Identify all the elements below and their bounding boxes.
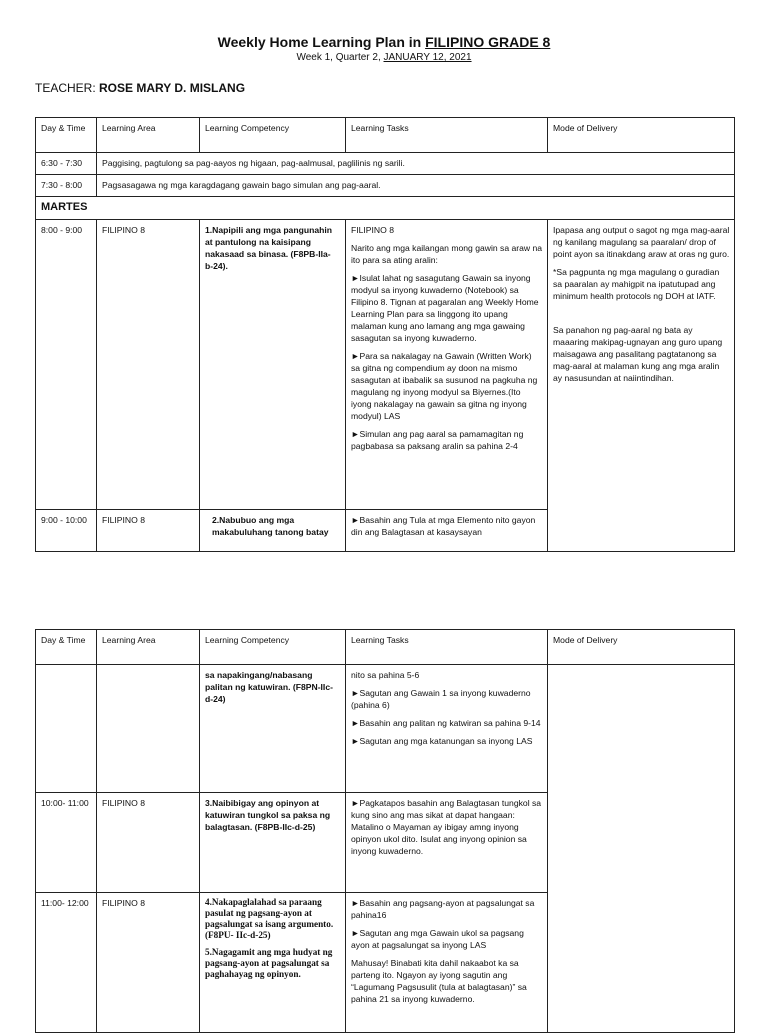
time-cell: 7:30 - 8:00 — [36, 175, 97, 197]
plan-table-2 — [35, 629, 735, 1033]
tasks-cell: ►Basahin ang Tula at mga Elemento nito gayon din ang Balagtasan at kasaysayan — [346, 510, 548, 552]
delivery-text: *Sa pagpunta ng mga magulang o guradian sa paaralan ay mahigpit na ipatutupad ang minimum health protocols ng DOH at IATF. — [553, 267, 720, 301]
day-row — [36, 197, 735, 220]
subtitle-prefix: Week 1, Quarter 2, — [296, 52, 384, 63]
task-text: ►Simulan ang pag aaral sa pamamagitan ng pagbabasa sa paksang aralin sa pahina 2-4 — [351, 429, 524, 451]
task-text: Narito ang mga kailangan mong gawin sa araw na ito para sa ating aralin: — [351, 243, 543, 265]
competency-cell — [200, 893, 346, 1033]
competency-text: 4.Nakapaglalahad sa paraang pasulat ng pagsang-ayon at pagsalungat sa isang argumento.(F8PU- IIc-d-25) — [205, 897, 334, 940]
column-header: Learning Area — [97, 118, 200, 153]
column-header: Mode of Delivery — [548, 630, 735, 665]
task-text: ►Sagutan ang mga Gawain ukol sa pagsang ayon at pagsalungat sa inyong LAS — [351, 928, 524, 950]
task-text: ►Para sa nakalagay na Gawain (Written Work) sa gitna ng compendium ay doon na mismo sasagutan at ibabalik sa susunod na pagkuha ng magulang ng inyong modyul sa Biyernes.(Ito iyong nakalagay na gawain sa gitna ng inyong modyul) LAS — [351, 351, 538, 421]
table-header-row — [36, 118, 735, 153]
delivery-text: Ipapasa ang output o sagot ng mga mag-aaral ng kanilang magulang sa paaralan/ drop of point ayon sa itinakdang araw at oras ng guro. — [553, 225, 730, 259]
delivery-cell — [548, 220, 735, 552]
column-header: Learning Competency — [200, 630, 346, 665]
page-subtitle — [0, 52, 768, 63]
time-cell: 8:00 - 9:00 — [36, 220, 97, 510]
area-cell: FILIPINO 8 — [97, 893, 200, 1033]
day-label: MARTES — [36, 197, 735, 220]
tasks-cell — [346, 665, 548, 793]
column-header: Learning Tasks — [346, 630, 548, 665]
column-header: Day & Time — [36, 630, 97, 665]
tasks-cell — [346, 893, 548, 1033]
page-title — [0, 34, 768, 50]
column-header: Day & Time — [36, 118, 97, 153]
task-text: Mahusay! Binabati kita dahil nakaabot ka sa parteng ito. Ngayon ay iyong sagutin ang “Lagumang Pagsusulit (tula at balagtasan)” sa pahina 21 sa inyong kuwaderno. — [351, 958, 527, 1004]
subtitle-date: JANUARY 12, 2021 — [383, 52, 472, 63]
competency-cell: 3.Naibibigay ang opinyon at katuwiran tungkol sa paksa ng balagtasan. (F8PB-IIc-d-25) — [200, 793, 346, 893]
teacher-label: TEACHER: — [35, 81, 100, 95]
time-cell: 11:00- 12:00 — [36, 893, 97, 1033]
competency-cell: 1.Napipili ang mga pangunahin at pantulong na kaisipang nakasaad sa binasa. (F8PB-IIa- b-24). — [200, 220, 346, 510]
task-text: ►Basahin ang pagsang-ayon at pagsalungat sa pahina16 — [351, 898, 535, 920]
task-text: FILIPINO 8 — [351, 225, 394, 235]
column-header: Learning Competency — [200, 118, 346, 153]
tasks-cell: ►Pagkatapos basahin ang Balagtasan tungkol sa kung sino ang mas sikat at dapat hangaan: Matalino o Mayaman ay ibigay amng inyong opinyon ukol dito. Isulat ang inyong opinion sa inyong kuwaderno. — [346, 793, 548, 893]
area-cell: FILIPINO 8 — [97, 793, 200, 893]
task-text: ►Sagutan ang Gawain 1 sa inyong kuwaderno (pahina 6) — [351, 688, 531, 710]
task-text: ►Isulat lahat ng sasagutang Gawain sa inyong modyul sa inyong kuwaderno (Notebook) sa Filipino 8. Tignan at pagaralan ang Weekly Home Learning Plan para sa linggong ito upang malaman kung ano lamang ang mga gawaing sasagutan sa inyong kuwaderno. — [351, 273, 539, 343]
table-row — [36, 175, 735, 197]
time-cell — [36, 665, 97, 793]
column-header: Mode of Delivery — [548, 118, 735, 153]
column-header: Learning Area — [97, 630, 200, 665]
time-cell: 6:30 - 7:30 — [36, 153, 97, 175]
delivery-cell — [548, 665, 735, 1033]
table-row — [36, 153, 735, 175]
title-subject: FILIPINO GRADE 8 — [425, 34, 551, 50]
area-cell: FILIPINO 8 — [97, 510, 200, 552]
tasks-cell — [346, 220, 548, 510]
teacher-name: ROSE MARY D. MISLANG — [99, 81, 246, 95]
column-header: Learning Tasks — [346, 118, 548, 153]
title-prefix: Weekly Home Learning Plan in — [217, 34, 426, 50]
task-text: nito sa pahina 5-6 — [351, 670, 420, 680]
area-cell — [97, 665, 200, 793]
time-cell: 9:00 - 10:00 — [36, 510, 97, 552]
activity-cell: Paggising, pagtulong sa pag-aayos ng higaan, pag-aalmusal, paglilinis ng sarili. — [97, 153, 735, 175]
competency-cell: 2.Nabubuo ang mga makabuluhang tanong batay — [200, 510, 346, 552]
competency-cell: sa napakingang/nabasang palitan ng katuwiran. (F8PN-IIc-d-24) — [200, 665, 346, 793]
time-cell: 10:00- 11:00 — [36, 793, 97, 893]
table-row — [36, 665, 735, 793]
delivery-text: Sa panahon ng pag-aaral ng bata ay maaaring makipag-ugnayan ang guro upang maisagawa ang pasalitang pagtatanong sa mag-aaral at malaman kung ang mga aralin ay nasusundan at naiintindihan. — [553, 325, 723, 383]
table-row — [36, 220, 735, 510]
teacher-line — [35, 81, 245, 95]
task-text: ►Basahin ang palitan ng katwiran sa pahina 9-14 — [351, 718, 541, 728]
area-cell: FILIPINO 8 — [97, 220, 200, 510]
task-text: ►Sagutan ang mga katanungan sa inyong LAS — [351, 736, 533, 746]
plan-table-1 — [35, 117, 735, 552]
table-header-row — [36, 630, 735, 665]
activity-cell: Pagsasagawa ng mga karagdagang gawain bago simulan ang pag-aaral. — [97, 175, 735, 197]
competency-text: 5.Nagagamit ang mga hudyat ng pagsang-ayon at pagsalungat sa paghahayag ng opinyon. — [205, 947, 333, 979]
